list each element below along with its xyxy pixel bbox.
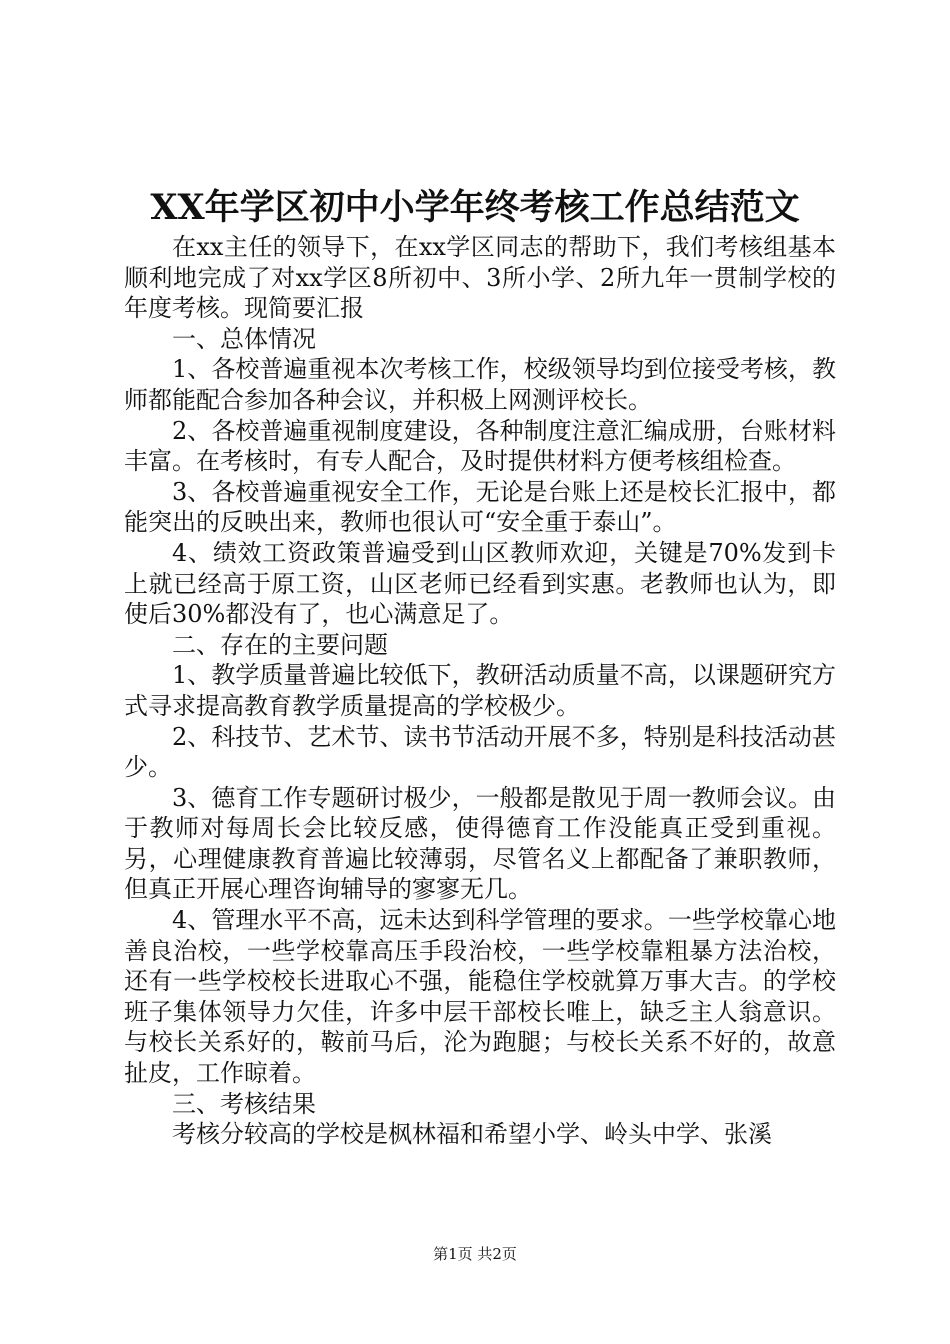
section-heading-overview: 一、总体情况: [172, 324, 316, 353]
paragraph-overview-1: 1、各校普遍重视本次考核工作，校级领导均到位接受考核，教师都能配合参加各种会议，并积极上网测评校长。: [124, 355, 836, 414]
document-body: [124, 232, 836, 1150]
paragraph-results: 考核分较高的学校是枫林福和希望小学、岭头中学、张溪: [172, 1120, 772, 1149]
section-heading-results: 三、考核结果: [172, 1089, 316, 1118]
page-footer: 第1页 共2页: [433, 1245, 517, 1263]
paragraph-overview-4: 4、绩效工资政策普遍受到山区教师欢迎，关键是70%发到卡上就已经高于原工资，山区老师已经看到实惠。老教师也认为，即使后30%都没有了，也心满意足了。: [124, 538, 836, 629]
paragraph-overview-3: 3、各校普遍重视安全工作，无论是台账上还是校长汇报中，都能突出的反映出来，教师也很认可“安全重于泰山”。: [124, 477, 836, 537]
paragraph-problem-2: 2、科技节、艺术节、读书节活动开展不多，特别是科技活动甚少。: [124, 722, 836, 782]
paragraph-problem-1: 1、教学质量普遍比较低下，教研活动质量不高，以课题研究方式寻求提高教育教学质量提高的学校极少。: [124, 661, 836, 720]
paragraph-overview-2: 2、各校普遍重视制度建设，各种制度注意汇编成册，台账材料丰富。在考核时，有专人配合，及时提供材料方便考核组检查。: [124, 416, 836, 476]
document-title: XX年学区初中小学年终考核工作总结范文: [150, 187, 800, 228]
paragraph-intro: 在xx主任的领导下，在xx学区同志的帮助下，我们考核组基本顺利地完成了对xx学区8所初中、3所小学、2所九年一贯制学校的年度考核。现简要汇报: [124, 233, 836, 323]
section-heading-problems: 二、存在的主要问题: [172, 630, 388, 659]
paragraph-problem-3: 3、德育工作专题研讨极少，一般都是散见于周一教师会议。由于教师对每周长会比较反感，使得德育工作没能真正受到重视。另，心理健康教育普遍比较薄弱，尽管名义上都配备了兼职教师，但真正开展心理咨询辅导的寥寥无几。: [124, 783, 836, 904]
paragraph-problem-4: 4、管理水平不高，远未达到科学管理的要求。一些学校靠心地善良治校，一些学校靠高压手段治校，一些学校靠粗暴方法治校，还有一些学校校长进取心不强，能稳住学校就算万事大吉。的学校班子集体领导力欠佳，许多中层干部校长唯上，缺乏主人翁意识。与校长关系好的，鞍前马后，沦为跑腿；与校长关系不好的，故意扯皮，工作晾着。: [124, 906, 836, 1088]
